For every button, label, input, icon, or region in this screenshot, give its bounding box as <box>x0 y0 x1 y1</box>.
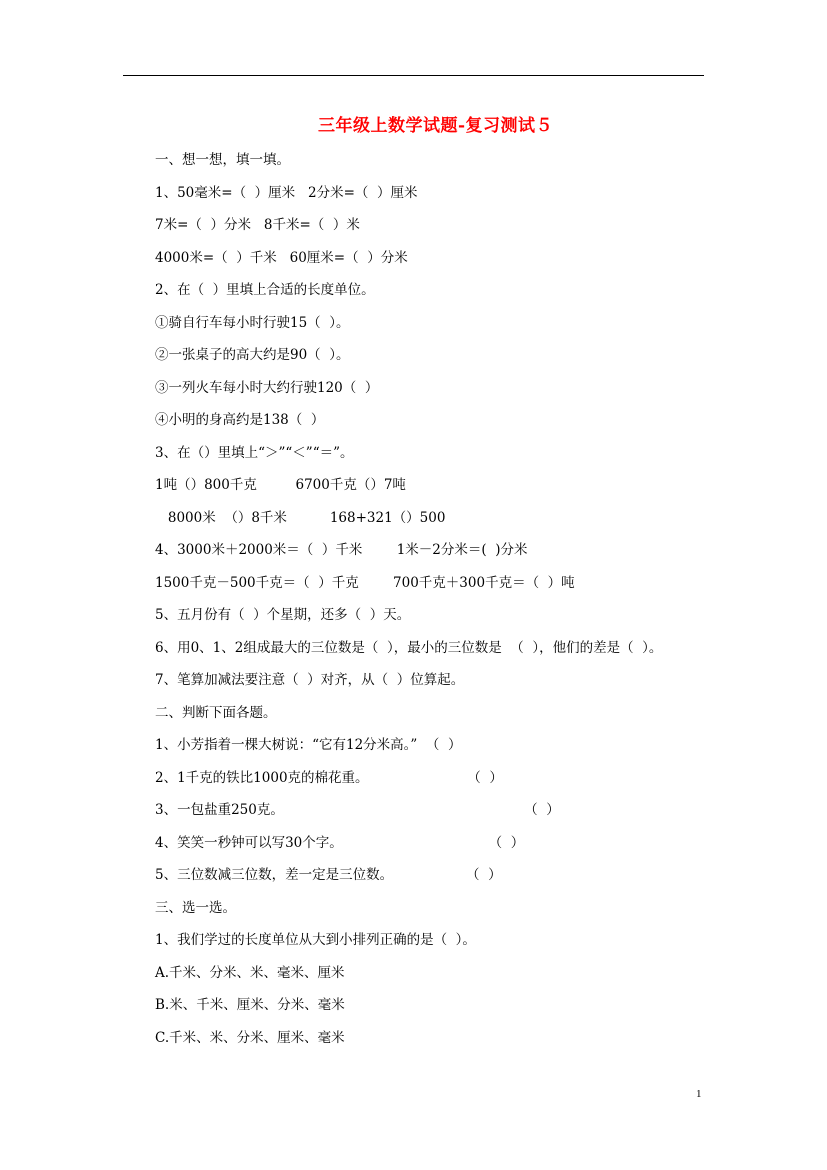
question-line: ①骑自行车每小时行驶15（ ）。 <box>155 315 350 331</box>
option-a: A.千米、分米、米、毫米、厘米 <box>155 965 345 981</box>
header-rule <box>123 75 704 76</box>
page-number: 1 <box>696 1088 702 1100</box>
page-title: 三年级上数学试题-复习测试５ <box>317 116 554 136</box>
question-line: 5、五月份有（ ）个星期，还多（ ）天。 <box>155 607 411 623</box>
question-line: 8000米 （）8千米 168+321（）500 <box>155 510 446 526</box>
question-line: ④小明的身高约是138（ ） <box>155 412 325 428</box>
question-line: 2、在（ ）里填上合适的长度单位。 <box>155 282 375 298</box>
question-line: ③一列火车每小时大约行驶120（ ） <box>155 380 379 396</box>
section-1-heading: 一、想一想，填一填。 <box>155 152 290 168</box>
question-line: 3、在（）里填上“＞”“＜”“＝”。 <box>155 445 354 461</box>
question-line: 2、1千克的铁比1000克的棉花重。 （ ） <box>155 770 503 786</box>
section-3-heading: 三、选一选。 <box>155 900 236 916</box>
question-line: ②一张桌子的高大约是90（ ）。 <box>155 347 350 363</box>
question-line: 4、笑笑一秒钟可以写30个字。 （ ） <box>155 835 525 851</box>
question-line: 6、用0、1、2组成最大的三位数是（ ），最小的三位数是 （ ），他们的差是（ ）。 <box>155 640 663 656</box>
question-line: 5、三位数减三位数，差一定是三位数。 （ ） <box>155 867 502 883</box>
question-line: 1、我们学过的长度单位从大到小排列正确的是（ ）。 <box>155 932 476 948</box>
question-line: 1、50毫米=（ ）厘米 2分米=（ ）厘米 <box>155 185 418 201</box>
question-line: 7、笔算加减法要注意（ ）对齐，从（ ）位算起。 <box>155 672 465 688</box>
question-line: 3、一包盐重250克。 （ ） <box>155 802 560 818</box>
option-c: C.千米、米、分米、厘米、毫米 <box>155 1030 345 1046</box>
question-line: 4000米=（ ）千米 60厘米=（ ）分米 <box>155 250 408 266</box>
section-2-heading: 二、判断下面各题。 <box>155 705 277 721</box>
option-b: B.米、千米、厘米、分米、毫米 <box>155 997 345 1013</box>
question-line: 4、3000米＋2000米＝（ ）千米 1米－2分米＝( )分米 <box>155 542 528 558</box>
question-line: 1500千克－500千克＝（ ）千克 700千克＋300千克＝（ ）吨 <box>155 575 575 591</box>
question-line: 1、小芳指着一棵大树说：“它有12分米高。” （ ） <box>155 737 462 753</box>
question-line: 1吨（）800千克 6700千克（）7吨 <box>155 477 406 493</box>
question-line: 7米=（ ）分米 8千米=（ ）米 <box>155 217 360 233</box>
